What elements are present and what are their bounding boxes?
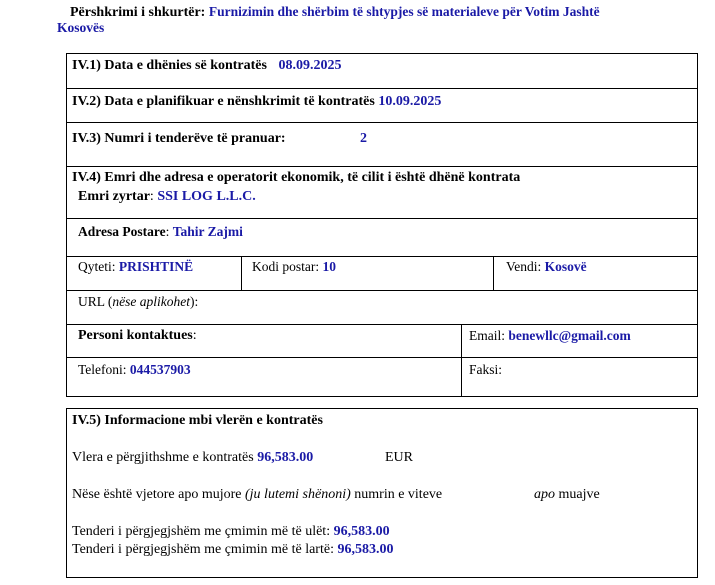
address-label: Adresa Postare — [78, 224, 166, 239]
header-line-1 — [70, 4, 600, 21]
multi-year-months-label: muajve — [558, 487, 600, 502]
multi-year-months — [534, 487, 600, 503]
operator-heading: IV.4) Emri dhe adresa e operatorit ekonomik, të cilit i është dhënë kontrata — [72, 170, 521, 185]
award-date-value: 08.09.2025 — [278, 58, 342, 73]
tenders-count-value: 2 — [360, 131, 367, 146]
city-row — [78, 259, 193, 275]
currency: EUR — [385, 450, 413, 465]
phone-row — [78, 362, 191, 378]
official-name-row: Emri zyrtar: SSI LOG L.L.C. — [78, 189, 256, 204]
lowest-price-label: Tenderi i përgjegjshëm me çmimin më të ulët: — [72, 524, 331, 539]
divider — [66, 218, 698, 219]
divider — [66, 122, 698, 123]
divider — [66, 166, 698, 167]
total-value: 96,583.00 — [257, 450, 314, 465]
divider — [493, 256, 494, 290]
multi-year-or: apo — [534, 487, 555, 502]
phone-label: Telefoni: — [78, 362, 127, 377]
multi-year-label: Nëse është vjetore apo mujore — [72, 487, 242, 502]
email-row — [469, 328, 631, 344]
country-value: Kosovë — [544, 259, 587, 274]
country-label: Vendi: — [506, 259, 542, 274]
multi-year-note: (ju lutemi shënoni) — [245, 487, 351, 502]
highest-price-row — [72, 542, 393, 558]
fax-label: Faksi: — [469, 362, 503, 377]
signing-date-row — [72, 94, 441, 110]
url-label: URL ( — [78, 294, 113, 309]
contract-value-title: IV.5) Informacione mbi vlerën e kontratës — [72, 413, 323, 428]
divider — [66, 88, 698, 89]
short-description-title: Furnizimin dhe shërbim të shtypjes së materialeve për Votim Jashtë — [208, 4, 600, 19]
divider — [66, 357, 698, 358]
url-label-end: ): — [189, 294, 199, 309]
email-label: Email: — [469, 328, 505, 343]
total-value-label: Vlera e përgjithshme e kontratës — [72, 450, 254, 465]
divider — [461, 324, 462, 397]
phone-value: 044537903 — [129, 362, 191, 377]
city-value: PRISHTINË — [118, 259, 194, 274]
award-date-label: IV.1) Data e dhënies së kontratës — [72, 58, 267, 73]
lowest-price-value: 96,583.00 — [333, 524, 390, 539]
url-row — [78, 294, 198, 310]
divider — [66, 290, 698, 291]
address-row: Adresa Postare: Tahir Zajmi — [78, 224, 243, 239]
signing-date-label: IV.2) Data e planifikuar e nënshkrimit të kontratës — [72, 94, 375, 109]
email-value: benewllc@gmail.com — [508, 328, 631, 343]
contact-row: Personi kontaktues: — [78, 328, 197, 343]
short-description-label: Përshkrimi i shkurtër: — [70, 5, 206, 20]
tenders-count-label: IV.3) Numri i tenderëve të pranuar: — [72, 131, 286, 146]
contact-label: Personi kontaktues — [78, 328, 193, 343]
multi-year-years: numrin e viteve — [354, 487, 443, 502]
tenders-count-row — [72, 131, 286, 147]
address-value: Tahir Zajmi — [172, 224, 243, 239]
postal-value: 10 — [322, 259, 336, 274]
highest-price-label: Tenderi i përgjegjshëm me çmimin më të lartë: — [72, 542, 334, 557]
total-value-row — [72, 450, 313, 466]
official-name-label: Emri zyrtar — [78, 189, 150, 204]
award-date-row — [72, 58, 341, 74]
multi-year-row — [72, 487, 442, 503]
divider — [66, 256, 698, 257]
city-label: Qyteti: — [78, 259, 116, 274]
signing-date-value: 10.09.2025 — [378, 94, 442, 109]
lowest-price-row — [72, 524, 390, 540]
postal-label: Kodi postar: — [252, 259, 320, 274]
short-description-title-cont: Kosovës — [57, 20, 105, 35]
country-row — [506, 259, 587, 275]
highest-price-value: 96,583.00 — [337, 542, 394, 557]
divider — [66, 324, 698, 325]
divider — [241, 256, 242, 290]
postal-row — [252, 259, 336, 275]
url-note: nëse aplikohet — [112, 294, 190, 309]
official-name-value: SSI LOG L.L.C. — [157, 189, 256, 204]
